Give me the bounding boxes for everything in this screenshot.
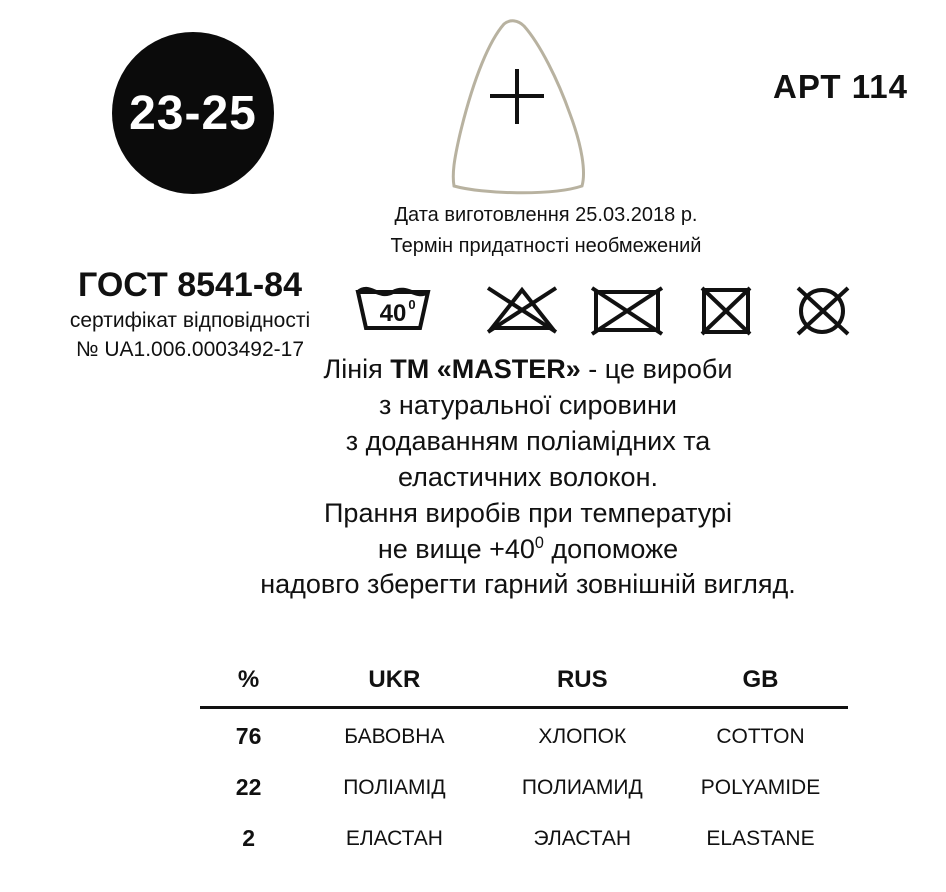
column-header-ukr: UKR	[368, 666, 421, 693]
row-percent: 76	[235, 723, 262, 749]
table-row	[200, 760, 848, 811]
column-header-rus: RUS	[556, 666, 608, 693]
row-gb: COTTON	[716, 724, 805, 748]
description-line-1-prefix: Лінія	[323, 354, 391, 384]
description-line-2: з натуральної сировини	[379, 389, 677, 420]
column-header-percent: %	[237, 666, 260, 693]
size-badge-label: 23-25	[129, 86, 257, 140]
description-line-1	[168, 352, 888, 388]
description-line-6-a: не вище +40	[377, 533, 535, 564]
row-ukr: ПОЛІАМІД	[343, 775, 446, 799]
no-iron-icon	[702, 288, 750, 334]
no-dry-clean-icon	[798, 288, 848, 334]
garment-outline-icon	[412, 14, 612, 204]
no-bleach-icon	[488, 288, 556, 332]
table-row	[200, 708, 848, 761]
gost-certificate-number: № UA1.006.0003492-17	[75, 337, 305, 361]
row-ukr: ЕЛАСТАН	[345, 826, 443, 850]
column-header-gb: GB	[742, 666, 779, 693]
svg-text:0: 0	[408, 297, 416, 312]
description-line-3: з додаванням поліамідних та	[345, 425, 711, 456]
row-gb: ELASTANE	[706, 826, 815, 850]
row-gb: POLYAMIDE	[700, 775, 821, 799]
wash-40-icon	[358, 289, 428, 328]
description-line-6-b: допоможе	[543, 533, 679, 564]
brand-name: ТМ «MASTER»	[390, 354, 581, 384]
row-rus: ПОЛИАМИД	[521, 775, 643, 799]
date-info	[336, 200, 756, 262]
table-row	[200, 811, 848, 862]
description-block	[168, 352, 888, 603]
svg-text:40: 40	[379, 300, 407, 327]
article-code: АРТ 114	[773, 68, 908, 105]
row-rus: ХЛОПОК	[538, 724, 627, 748]
row-percent: 2	[242, 825, 255, 851]
description-line-7: надовго зберегти гарний зовнішній вигляд.	[260, 569, 796, 600]
gost-block	[40, 268, 340, 362]
composition-table	[200, 662, 848, 862]
manufacture-date: Дата виготовлення 25.03.2018 р.	[394, 204, 698, 226]
gost-title: ГОСТ 8541-84	[78, 266, 302, 304]
row-rus: ЭЛАСТАН	[533, 826, 632, 850]
gost-subtitle: сертифікат відповідності	[69, 308, 311, 332]
row-percent: 22	[235, 774, 262, 800]
description-line-6	[168, 532, 888, 568]
description-line-4: еластичних волокон.	[398, 461, 658, 492]
table-header-row	[200, 662, 848, 708]
degree-superscript: 0	[534, 533, 544, 552]
care-symbols-row	[352, 278, 872, 336]
no-tumble-dry-icon	[592, 288, 662, 334]
size-badge	[112, 32, 274, 194]
shelf-life: Термін придатності необмежений	[390, 235, 702, 257]
description-line-1-suffix: - це вироби	[580, 354, 733, 384]
description-line-5: Прання виробів при температурі	[324, 497, 732, 528]
row-ukr: БАВОВНА	[344, 724, 445, 748]
